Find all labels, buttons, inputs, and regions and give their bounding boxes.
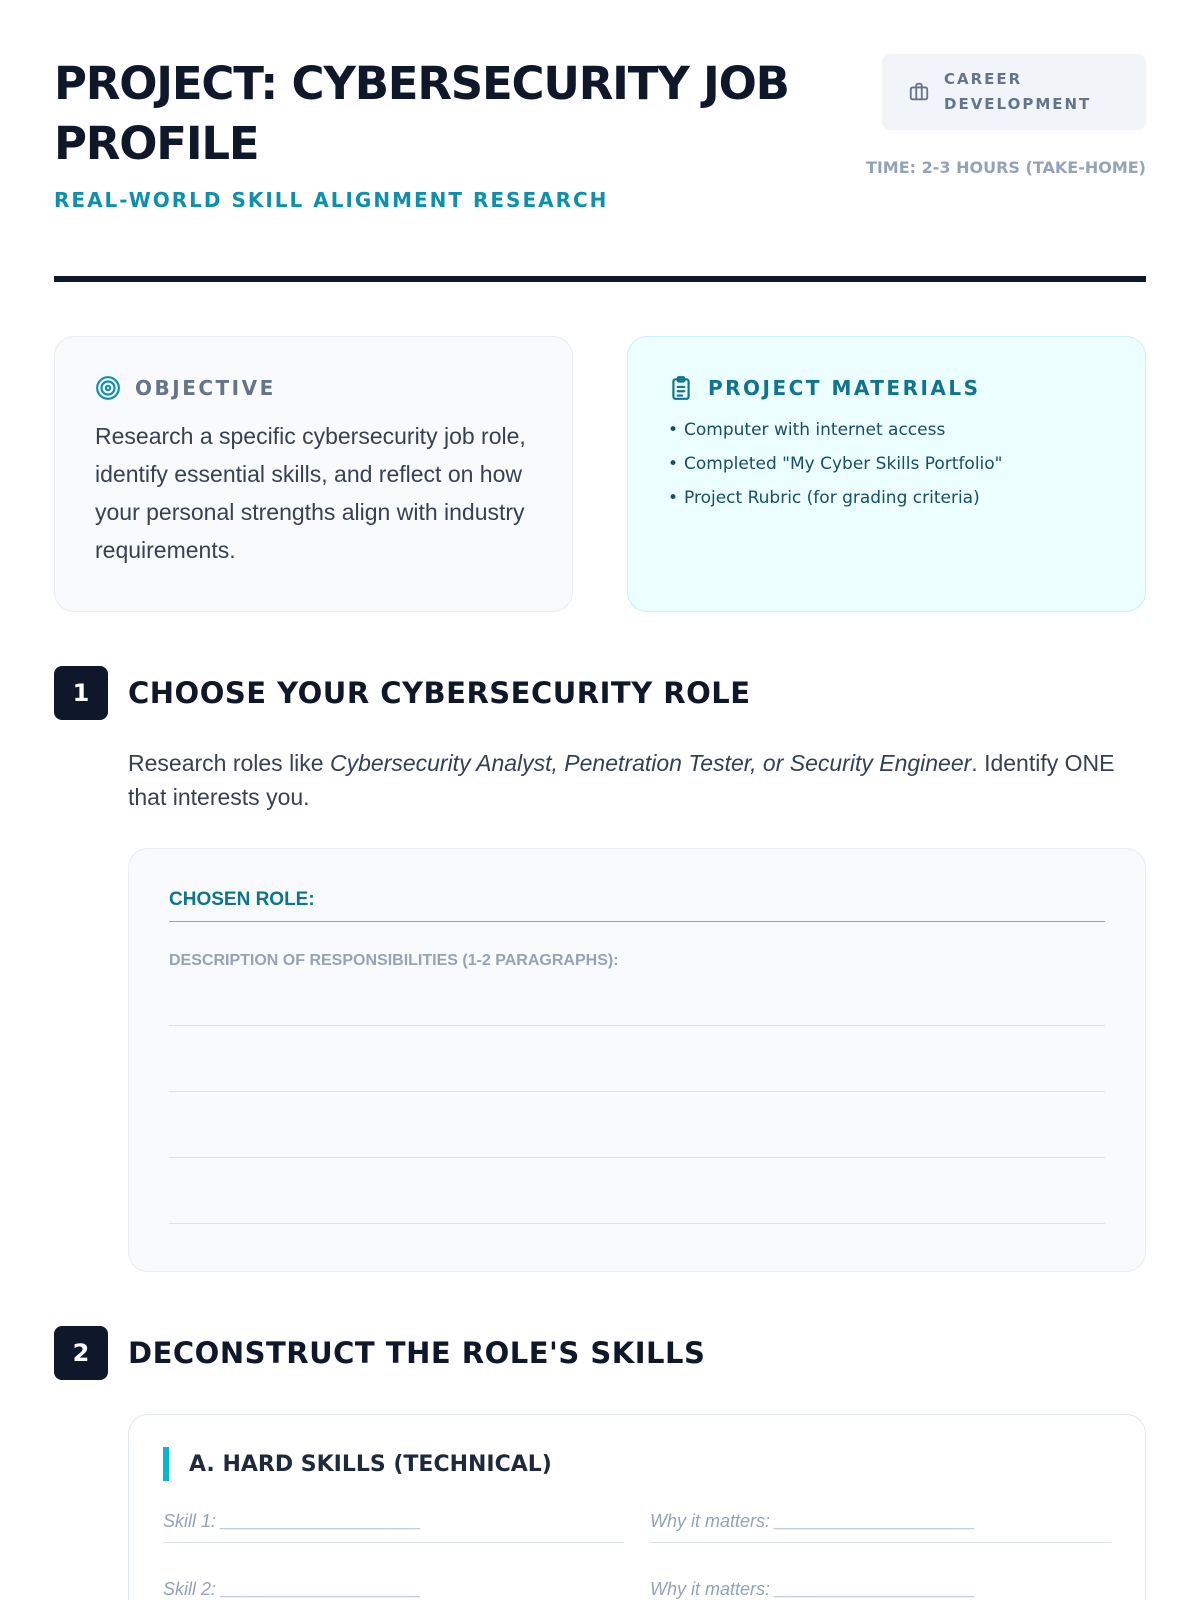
writing-line[interactable] [169,1158,1105,1224]
why-it-matters-1-field[interactable]: Why it matters: ____________________ [650,1511,1111,1543]
writing-line[interactable] [169,1092,1105,1158]
objective-text: Research a specific cybersecurity job role, identify essential skills, and reflect on how your personal strengths align with industry requirements. [95,423,526,563]
skill-1-field[interactable]: Skill 1: ____________________ [163,1511,624,1543]
materials-item: • Completed "My Cyber Skills Portfolio" [668,447,1105,481]
instructions-suffix: . Identify ONE that interests you. [128,750,1115,810]
hard-skills-card [128,1414,1146,1600]
info-cards [54,336,1146,612]
instructions-examples: Cybersecurity Analyst, Penetration Tester, or Security Engineer [329,750,972,776]
why-it-matters-2-field[interactable]: Why it matters: ____________________ [650,1579,1111,1600]
page-subtitle: REAL-WORLD SKILL ALIGNMENT RESEARCH [54,188,609,212]
chosen-role-field[interactable]: CHOSEN ROLE: [169,889,1105,922]
clipboard-icon [668,375,694,401]
page-title: PROJECT: CYBERSECURITY JOB PROFILE [54,57,789,170]
hard-skills-title: A. HARD SKILLS (TECHNICAL) [189,1451,552,1477]
description-label: DESCRIPTION OF RESPONSIBILITIES (1-2 PARAGRAPHS): [169,952,619,969]
section-2-number: 2 [54,1326,108,1380]
page-header [54,54,1146,244]
role-worksheet [128,848,1146,1272]
section-1-instructions [128,746,1146,814]
section-1-title: CHOOSE YOUR CYBERSECURITY ROLE [128,676,751,710]
objective-label: OBJECTIVE [135,376,276,400]
target-icon [95,375,121,401]
briefcase-icon [908,81,930,103]
badge-label: CAREER DEVELOPMENT [944,70,1092,113]
writing-line[interactable] [169,1026,1105,1092]
section-1-body [128,746,1146,1272]
section-2-header [54,1326,1146,1380]
materials-list [668,413,1105,515]
materials-item: • Computer with internet access [668,413,1105,447]
header-divider [54,276,1146,282]
objective-card [54,336,573,612]
materials-card [627,336,1146,612]
skill-2-field[interactable]: Skill 2: ____________________ [163,1579,624,1600]
materials-item: • Project Rubric (for grading criteria) [668,481,1105,515]
writing-line[interactable] [169,970,1105,1026]
skill-row [163,1579,1111,1600]
time-estimate: TIME: 2-3 HOURS (TAKE-HOME) [865,158,1146,177]
section-2-body [128,1414,1146,1600]
materials-label: PROJECT MATERIALS [708,376,981,400]
skill-row [163,1511,1111,1543]
section-1-header [54,666,1146,720]
instructions-prefix: Research roles like [128,750,330,776]
section-2-title: DECONSTRUCT THE ROLE'S SKILLS [128,1336,706,1370]
accent-bar [163,1447,169,1481]
section-1-number: 1 [54,666,108,720]
category-badge [882,54,1146,130]
